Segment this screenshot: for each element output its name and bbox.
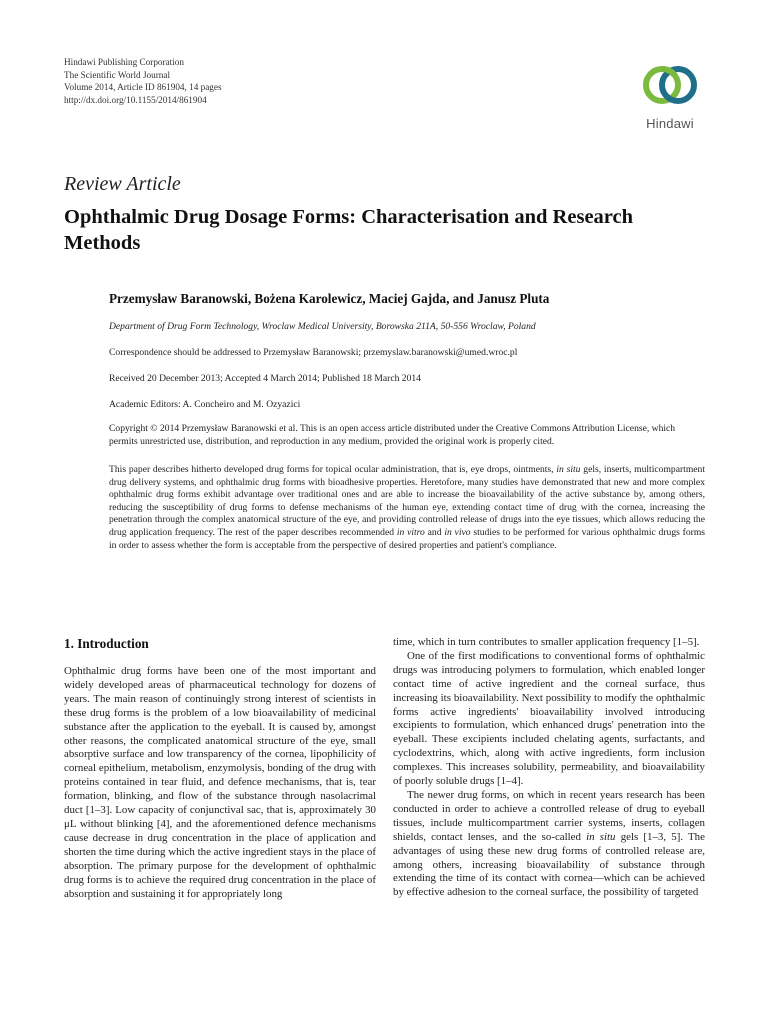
publisher-name: Hindawi Publishing Corporation — [64, 57, 184, 67]
intro-paragraph-3 — [393, 789, 705, 900]
author-list: Przemysław Baranowski, Bożena Karolewicz, Maciej Gajda, and Janusz Pluta — [109, 291, 550, 306]
journal-header — [64, 56, 222, 106]
body-column-right — [393, 636, 705, 900]
intro-paragraph-2: One of the first modifications to conventional forms of ophthalmic drugs was introducing polymers to formulation, which enabled longer contact time of active ingredient and the corneal surface, thus increasing its bioavailability. Next possibility to modify the ophthalmic forms active ingredients' bioavailability involved introducing excipients to formulation, which enhanced drugs' penetration into the eyeball. These excipients included chelating agents, surfactants, and cyclodextrins, which, along with active ingredients, form inclusion complexes. This increases solubility, permeability, and bioavailability of poorly soluble drugs [1–4]. — [393, 649, 705, 788]
doi-link[interactable]: http://dx.doi.org/10.1155/2014/861904 — [64, 94, 207, 105]
intro-in-situ: in situ — [586, 830, 616, 843]
intro-paragraph-1-continued: time, which in turn contributes to smaller application frequency [1–5]. — [393, 636, 700, 648]
abstract-in-vitro: in vitro — [396, 526, 425, 538]
abstract — [109, 464, 705, 552]
copyright-notice: Copyright © 2014 Przemysław Baranowski et al. This is an open access article distributed under the Creative Commons Attribution License, which permits unrestricted use, distribution, and reproduction in any medium, provided the original work is properly cited. — [109, 423, 676, 447]
abstract-text-3: studies to be performed for various ophthalmic drugs forms in order to assess whether the form is acceptable from the perspective of desired properties and patient's compliance. — [109, 526, 706, 551]
academic-editors: Academic Editors: A. Concheiro and M. Ozyazici — [109, 399, 301, 410]
section-heading-introduction: 1. Introduction — [64, 636, 149, 651]
abstract-text-1: This paper describes hitherto developed drug forms for topical ocular administration, that is, eye drops, ointments, — [109, 464, 554, 475]
article-title: Ophthalmic Drug Dosage Forms: Characterisation and Research Methods — [64, 206, 634, 254]
article-type: Review Article — [64, 173, 181, 195]
volume-info: Volume 2014, Article ID 861904, 14 pages — [64, 82, 222, 93]
intro-paragraph-3-part-2: gels [1–3, 5]. The advantages of using these new drug forms of controlled release are, among others, increasing bioavailability of substance through extending the time of its contact with cornea—which can be achieved by effective adhesion to the corneal surface, the possibility of targeted — [393, 830, 705, 899]
abstract-in-situ: in situ — [556, 464, 581, 475]
abstract-in-vivo: in vivo — [444, 526, 471, 538]
publication-dates: Received 20 December 2013; Accepted 4 March 2014; Published 18 March 2014 — [109, 373, 421, 384]
body-column-left — [64, 636, 376, 901]
correspondence: Correspondence should be addressed to Przemysław Baranowski; przemyslaw.baranowski@umed.wroc.pl — [109, 347, 518, 358]
abstract-and: and — [427, 526, 442, 538]
logo-text: Hindawi — [646, 116, 694, 131]
intro-paragraph-1: Ophthalmic drug forms have been one of the most important and widely developed areas of pharmaceutical technology for dozens of years. The main reason of continuingly strong interest of scientists in these drug forms is the problem of a low bioavailability of medicinal substance after the application to the eyeball. It is caused by, amongst other reasons, the complicated anatomical structure of the eye, small absorptive surface and low transparency of the cornea, lipophilicity of corneal epithelium, metabolism, enzymolysis, bonding of the drug with proteins contained in tear fluid, and defence mechanisms, that is, tear formation, blinking, and flow of the substance through nasolacrimal duct [1–3]. Low capacity of conjunctival sac, that is, approximately 30 μL without blinking [4], and the aforementioned defence mechanisms cause decrease in drug concentration in the place of application and shorten the time during which the active ingredient stays in the place of absorption. The primary purpose for the development of ophthalmic drug forms is to achieve the required drug concentration in the place of absorption and sustaining it for appropriately long — [64, 665, 376, 900]
journal-name: The Scientific World Journal — [64, 69, 170, 80]
intro-paragraph-3-part-1: The newer drug forms, on which in recent years research has been conducted in order to achieve a controlled release of drug to eyeball tissues, include multicompartment carrier systems, inserts, collagen shields, contact lenses, and the so-called — [393, 788, 705, 843]
affiliation: Department of Drug Form Technology, Wroclaw Medical University, Borowska 211A, 50-556 Wroclaw, Poland — [109, 321, 536, 332]
abstract-text-2: gels, inserts, multicompartment drug delivery systems, and ophthalmic drug forms with bioadhesive properties. Heretofore, many studies have demonstrated that new and more complex ophthalmic drug forms exhibit advantage over traditional ones and are able to increase the bioavailability of the active substance by, among others, reducing the susceptibility of drug forms to defense mechanisms of the human eye, extending contact time of drug with the cornea, increasing the penetration through the complex anatomical structure of the eye, and providing controlled release of drugs into the eye tissues, which allows reducing the drug application frequency. The rest of the paper describes recommended — [109, 464, 705, 538]
